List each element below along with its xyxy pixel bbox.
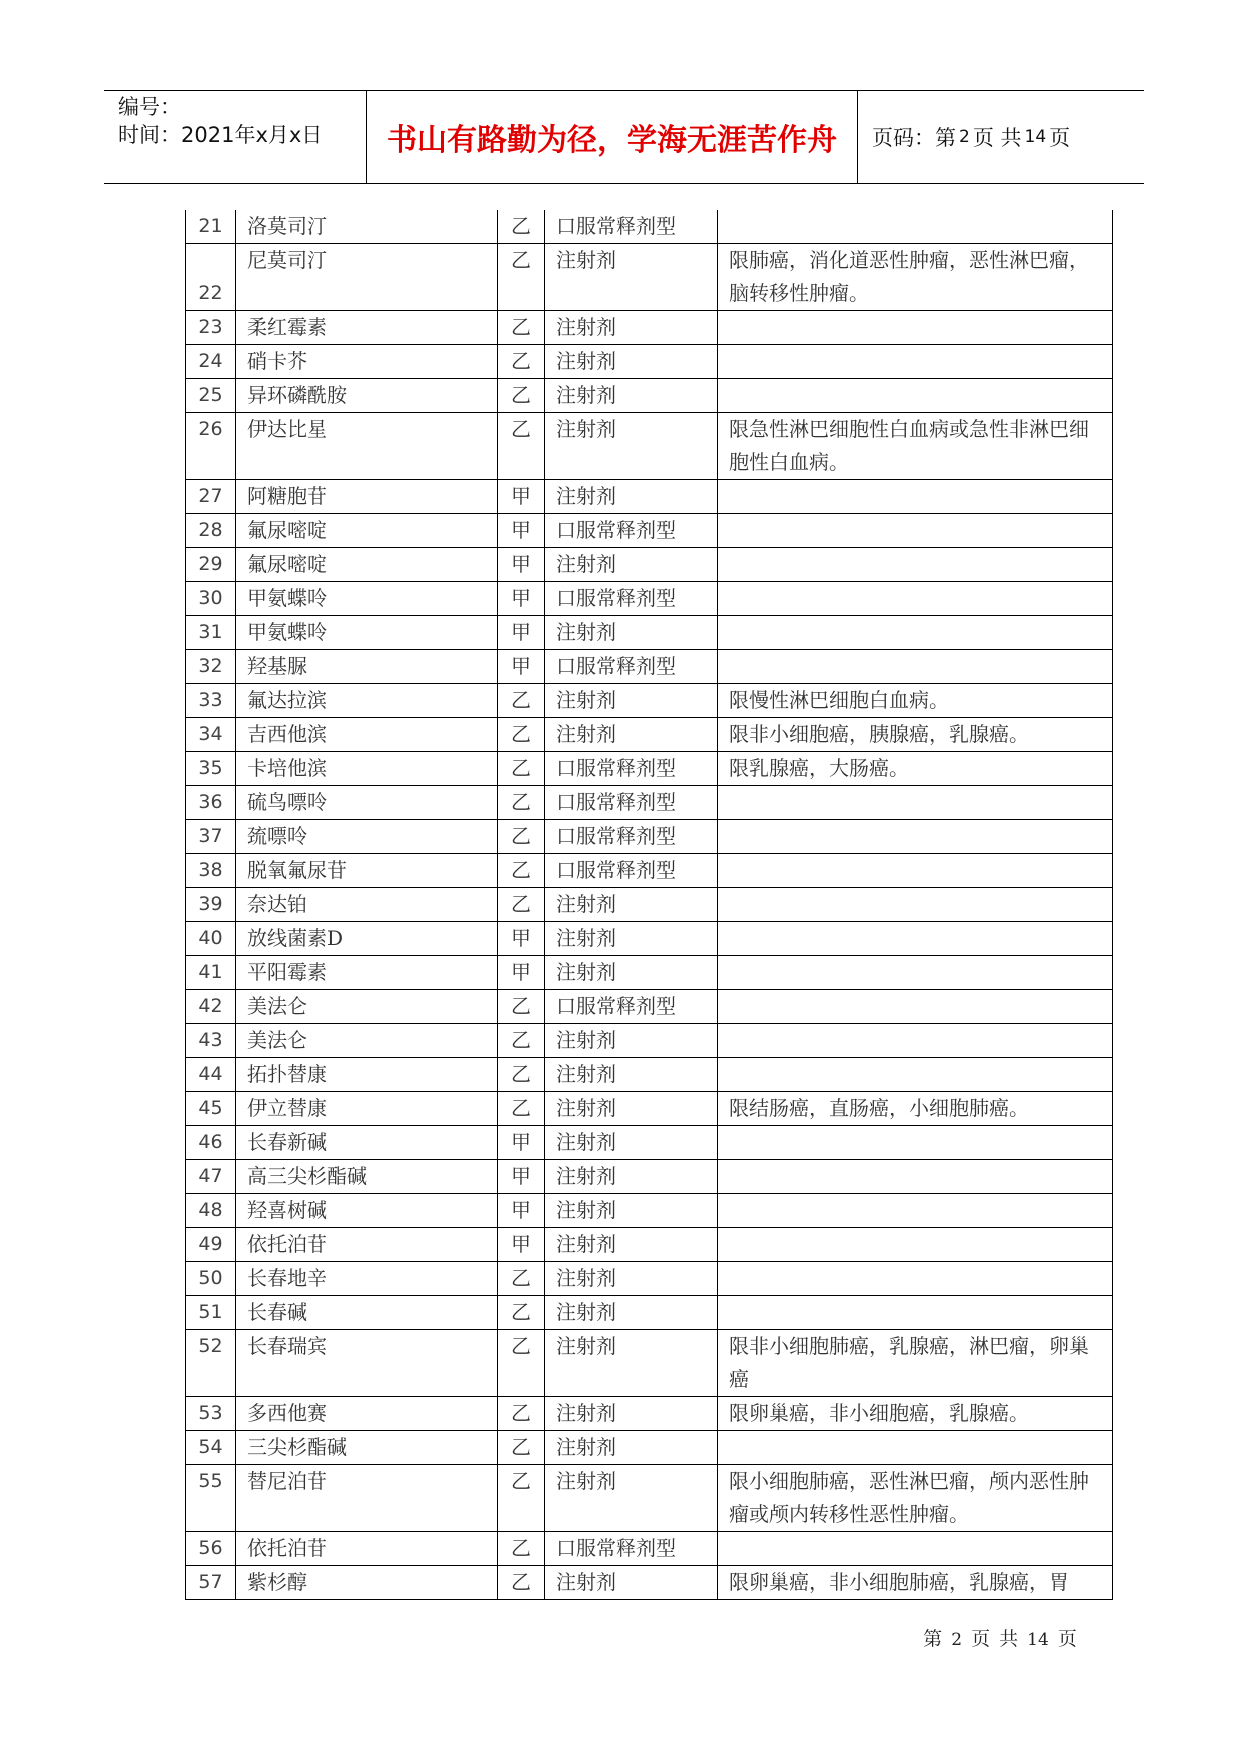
table-row — [186, 1126, 1113, 1160]
drug-class: 乙 — [498, 1566, 545, 1600]
drug-name: 伊达比星 — [236, 413, 498, 480]
dosage-form: 注射剂 — [545, 1431, 718, 1465]
drug-class: 乙 — [498, 1058, 545, 1092]
dosage-form: 注射剂 — [545, 1397, 718, 1431]
drug-name: 平阳霉素 — [236, 956, 498, 990]
dosage-form: 注射剂 — [545, 1296, 718, 1330]
restriction-note: 限小细胞肺癌，恶性淋巴瘤，颅内恶性肿瘤或颅内转移性恶性肿瘤。 — [718, 1465, 1113, 1532]
page-total: 14 — [1024, 127, 1047, 147]
row-number: 55 — [186, 1465, 236, 1532]
restriction-note: 限结肠癌，直肠癌，小细胞肺癌。 — [718, 1092, 1113, 1126]
row-number: 22 — [186, 244, 236, 311]
drug-class: 乙 — [498, 379, 545, 413]
restriction-note — [718, 922, 1113, 956]
table-row — [186, 1058, 1113, 1092]
restriction-note — [718, 548, 1113, 582]
restriction-note — [718, 1532, 1113, 1566]
row-number: 36 — [186, 786, 236, 820]
drug-class: 乙 — [498, 684, 545, 718]
dosage-form: 注射剂 — [545, 956, 718, 990]
row-number: 34 — [186, 718, 236, 752]
table-row — [186, 718, 1113, 752]
row-number: 24 — [186, 345, 236, 379]
dosage-form: 注射剂 — [545, 413, 718, 480]
dosage-form: 注射剂 — [545, 379, 718, 413]
drug-name: 依托泊苷 — [236, 1532, 498, 1566]
row-number: 57 — [186, 1566, 236, 1600]
table-row — [186, 1397, 1113, 1431]
drug-class: 乙 — [498, 1397, 545, 1431]
document-number-label: 编号： — [118, 95, 181, 119]
drug-name: 放线菌素D — [236, 922, 498, 956]
drug-class: 甲 — [498, 548, 545, 582]
restriction-note — [718, 210, 1113, 244]
dosage-form: 口服常释剂型 — [545, 990, 718, 1024]
footer-prefix: 第 — [923, 1628, 943, 1650]
table-row — [186, 1194, 1113, 1228]
drug-name: 伊立替康 — [236, 1092, 498, 1126]
table-row — [186, 1228, 1113, 1262]
drug-name: 脱氧氟尿苷 — [236, 854, 498, 888]
drug-name: 长春碱 — [236, 1296, 498, 1330]
footer-middle: 页 共 — [971, 1628, 1019, 1650]
page-middle: 页 共 — [972, 126, 1022, 150]
restriction-note — [718, 854, 1113, 888]
drug-name: 硝卡芥 — [236, 345, 498, 379]
drug-class: 甲 — [498, 650, 545, 684]
drug-name: 氟达拉滨 — [236, 684, 498, 718]
drug-table-body — [186, 210, 1113, 1600]
restriction-note — [718, 311, 1113, 345]
document-time-label: 时间：2021年x月x日 — [118, 123, 323, 147]
table-row — [186, 1262, 1113, 1296]
drug-class: 甲 — [498, 922, 545, 956]
table-row — [186, 413, 1113, 480]
row-number: 52 — [186, 1330, 236, 1397]
drug-name: 巯嘌呤 — [236, 820, 498, 854]
drug-name: 依托泊苷 — [236, 1228, 498, 1262]
dosage-form: 注射剂 — [545, 311, 718, 345]
restriction-note — [718, 514, 1113, 548]
restriction-note: 限慢性淋巴细胞白血病。 — [718, 684, 1113, 718]
restriction-note — [718, 379, 1113, 413]
row-number: 47 — [186, 1160, 236, 1194]
dosage-form: 口服常释剂型 — [545, 650, 718, 684]
restriction-note: 限卵巢癌，非小细胞癌，乳腺癌。 — [718, 1397, 1113, 1431]
row-number: 46 — [186, 1126, 236, 1160]
table-row — [186, 244, 1113, 311]
drug-name: 柔红霉素 — [236, 311, 498, 345]
drug-class: 甲 — [498, 480, 545, 514]
dosage-form: 注射剂 — [545, 1465, 718, 1532]
table-row — [186, 480, 1113, 514]
drug-name: 替尼泊苷 — [236, 1465, 498, 1532]
drug-class: 乙 — [498, 820, 545, 854]
dosage-form: 注射剂 — [545, 1228, 718, 1262]
dosage-form: 注射剂 — [545, 1126, 718, 1160]
dosage-form: 注射剂 — [545, 718, 718, 752]
row-number: 49 — [186, 1228, 236, 1262]
table-row — [186, 1330, 1113, 1397]
drug-class: 乙 — [498, 854, 545, 888]
drug-name: 吉西他滨 — [236, 718, 498, 752]
table-row — [186, 616, 1113, 650]
dosage-form: 口服常释剂型 — [545, 752, 718, 786]
footer-page-total: 14 — [1027, 1630, 1049, 1650]
restriction-note — [718, 480, 1113, 514]
dosage-form: 注射剂 — [545, 1024, 718, 1058]
restriction-note — [718, 1194, 1113, 1228]
drug-name: 卡培他滨 — [236, 752, 498, 786]
row-number: 37 — [186, 820, 236, 854]
row-number: 51 — [186, 1296, 236, 1330]
drug-name: 甲氨蝶呤 — [236, 616, 498, 650]
row-number: 39 — [186, 888, 236, 922]
dosage-form: 注射剂 — [545, 548, 718, 582]
header-meta — [104, 91, 367, 183]
table-row — [186, 786, 1113, 820]
page-header — [104, 90, 1144, 184]
drug-name: 美法仑 — [236, 1024, 498, 1058]
header-motto: 书山有路勤为径，学海无涯苦作舟 — [367, 91, 858, 183]
drug-class: 乙 — [498, 345, 545, 379]
drug-name: 多西他赛 — [236, 1397, 498, 1431]
row-number: 40 — [186, 922, 236, 956]
drug-name: 洛莫司汀 — [236, 210, 498, 244]
drug-class: 甲 — [498, 956, 545, 990]
restriction-note: 限卵巢癌，非小细胞肺癌，乳腺癌，胃 — [718, 1566, 1113, 1600]
row-number: 44 — [186, 1058, 236, 1092]
dosage-form: 口服常释剂型 — [545, 514, 718, 548]
dosage-form: 口服常释剂型 — [545, 820, 718, 854]
footer-page-current: 2 — [951, 1630, 963, 1650]
page-current: 2 — [959, 127, 970, 147]
row-number: 21 — [186, 210, 236, 244]
drug-class: 甲 — [498, 1228, 545, 1262]
dosage-form: 注射剂 — [545, 1262, 718, 1296]
dosage-form: 口服常释剂型 — [545, 1532, 718, 1566]
table-row — [186, 1532, 1113, 1566]
restriction-note — [718, 990, 1113, 1024]
drug-name: 氟尿嘧啶 — [236, 548, 498, 582]
page-footer — [880, 1624, 1120, 1651]
restriction-note: 限肺癌，消化道恶性肿瘤，恶性淋巴瘤，脑转移性肿瘤。 — [718, 244, 1113, 311]
restriction-note — [718, 1058, 1113, 1092]
drug-name: 甲氨蝶呤 — [236, 582, 498, 616]
table-row — [186, 1296, 1113, 1330]
drug-name: 羟基脲 — [236, 650, 498, 684]
page-suffix: 页 — [1049, 126, 1071, 150]
table-row — [186, 752, 1113, 786]
row-number: 48 — [186, 1194, 236, 1228]
drug-class: 乙 — [498, 990, 545, 1024]
row-number: 33 — [186, 684, 236, 718]
table-row — [186, 311, 1113, 345]
table-row — [186, 210, 1113, 244]
row-number: 50 — [186, 1262, 236, 1296]
drug-name: 拓扑替康 — [236, 1058, 498, 1092]
drug-table — [185, 210, 1113, 1600]
dosage-form: 口服常释剂型 — [545, 786, 718, 820]
drug-class: 乙 — [498, 1024, 545, 1058]
drug-name: 羟喜树碱 — [236, 1194, 498, 1228]
drug-class: 甲 — [498, 616, 545, 650]
drug-name: 长春地辛 — [236, 1262, 498, 1296]
drug-name: 尼莫司汀 — [236, 244, 498, 311]
row-number: 42 — [186, 990, 236, 1024]
drug-name: 高三尖杉酯碱 — [236, 1160, 498, 1194]
drug-class: 乙 — [498, 888, 545, 922]
table-row — [186, 379, 1113, 413]
table-row — [186, 582, 1113, 616]
restriction-note: 限非小细胞癌，胰腺癌，乳腺癌。 — [718, 718, 1113, 752]
table-row — [186, 1092, 1113, 1126]
dosage-form: 注射剂 — [545, 244, 718, 311]
row-number: 28 — [186, 514, 236, 548]
drug-name: 三尖杉酯碱 — [236, 1431, 498, 1465]
drug-name: 美法仑 — [236, 990, 498, 1024]
row-number: 32 — [186, 650, 236, 684]
row-number: 53 — [186, 1397, 236, 1431]
drug-class: 甲 — [498, 514, 545, 548]
table-row — [186, 1160, 1113, 1194]
restriction-note — [718, 888, 1113, 922]
drug-class: 乙 — [498, 1431, 545, 1465]
dosage-form: 口服常释剂型 — [545, 854, 718, 888]
drug-class: 乙 — [498, 1330, 545, 1397]
dosage-form: 注射剂 — [545, 1160, 718, 1194]
row-number: 43 — [186, 1024, 236, 1058]
table-row — [186, 514, 1113, 548]
row-number: 25 — [186, 379, 236, 413]
restriction-note — [718, 1126, 1113, 1160]
drug-class: 甲 — [498, 1194, 545, 1228]
page-prefix: 页码：第 — [872, 126, 956, 150]
dosage-form: 口服常释剂型 — [545, 582, 718, 616]
row-number: 31 — [186, 616, 236, 650]
restriction-note — [718, 786, 1113, 820]
row-number: 30 — [186, 582, 236, 616]
restriction-note — [718, 582, 1113, 616]
drug-name: 氟尿嘧啶 — [236, 514, 498, 548]
dosage-form: 口服常释剂型 — [545, 210, 718, 244]
row-number: 23 — [186, 311, 236, 345]
table-row — [186, 684, 1113, 718]
drug-name: 阿糖胞苷 — [236, 480, 498, 514]
dosage-form: 注射剂 — [545, 616, 718, 650]
row-number: 56 — [186, 1532, 236, 1566]
restriction-note — [718, 345, 1113, 379]
drug-class: 乙 — [498, 244, 545, 311]
drug-class: 甲 — [498, 1126, 545, 1160]
drug-class: 乙 — [498, 786, 545, 820]
restriction-note: 限乳腺癌，大肠癌。 — [718, 752, 1113, 786]
drug-class: 乙 — [498, 1262, 545, 1296]
table-row — [186, 820, 1113, 854]
dosage-form: 注射剂 — [545, 922, 718, 956]
drug-class: 乙 — [498, 1296, 545, 1330]
drug-class: 乙 — [498, 718, 545, 752]
drug-name: 奈达铂 — [236, 888, 498, 922]
dosage-form: 注射剂 — [545, 888, 718, 922]
restriction-note — [718, 1024, 1113, 1058]
drug-class: 乙 — [498, 1092, 545, 1126]
table-row — [186, 548, 1113, 582]
drug-class: 乙 — [498, 210, 545, 244]
restriction-note: 限急性淋巴细胞性白血病或急性非淋巴细胞性白血病。 — [718, 413, 1113, 480]
row-number: 26 — [186, 413, 236, 480]
row-number: 41 — [186, 956, 236, 990]
restriction-note — [718, 650, 1113, 684]
table-row — [186, 990, 1113, 1024]
restriction-note — [718, 1431, 1113, 1465]
restriction-note — [718, 1160, 1113, 1194]
dosage-form: 注射剂 — [545, 684, 718, 718]
drug-name: 异环磷酰胺 — [236, 379, 498, 413]
restriction-note — [718, 956, 1113, 990]
restriction-note: 限非小细胞肺癌，乳腺癌，淋巴瘤，卵巢癌 — [718, 1330, 1113, 1397]
row-number: 29 — [186, 548, 236, 582]
drug-class: 甲 — [498, 1160, 545, 1194]
table-row — [186, 650, 1113, 684]
row-number: 54 — [186, 1431, 236, 1465]
drug-name: 硫鸟嘌呤 — [236, 786, 498, 820]
table-row — [186, 1431, 1113, 1465]
table-row — [186, 956, 1113, 990]
footer-suffix: 页 — [1057, 1628, 1077, 1650]
table-row — [186, 888, 1113, 922]
table-row — [186, 1465, 1113, 1532]
restriction-note — [718, 1228, 1113, 1262]
drug-class: 乙 — [498, 1465, 545, 1532]
dosage-form: 注射剂 — [545, 1092, 718, 1126]
table-row — [186, 1024, 1113, 1058]
row-number: 38 — [186, 854, 236, 888]
dosage-form: 注射剂 — [545, 1194, 718, 1228]
row-number: 27 — [186, 480, 236, 514]
drug-class: 乙 — [498, 311, 545, 345]
drug-class: 乙 — [498, 1532, 545, 1566]
drug-name: 长春瑞宾 — [236, 1330, 498, 1397]
row-number: 35 — [186, 752, 236, 786]
restriction-note — [718, 616, 1113, 650]
restriction-note — [718, 1262, 1113, 1296]
restriction-note — [718, 820, 1113, 854]
dosage-form: 注射剂 — [545, 1058, 718, 1092]
table-row — [186, 922, 1113, 956]
drug-name: 长春新碱 — [236, 1126, 498, 1160]
restriction-note — [718, 1296, 1113, 1330]
dosage-form: 注射剂 — [545, 1330, 718, 1397]
table-row — [186, 854, 1113, 888]
drug-class: 乙 — [498, 752, 545, 786]
drug-class: 乙 — [498, 413, 545, 480]
dosage-form: 注射剂 — [545, 1566, 718, 1600]
drug-class: 甲 — [498, 582, 545, 616]
header-page-indicator — [858, 91, 1144, 183]
row-number: 45 — [186, 1092, 236, 1126]
drug-name: 紫杉醇 — [236, 1566, 498, 1600]
dosage-form: 注射剂 — [545, 480, 718, 514]
dosage-form: 注射剂 — [545, 345, 718, 379]
table-row — [186, 1566, 1113, 1600]
table-row — [186, 345, 1113, 379]
